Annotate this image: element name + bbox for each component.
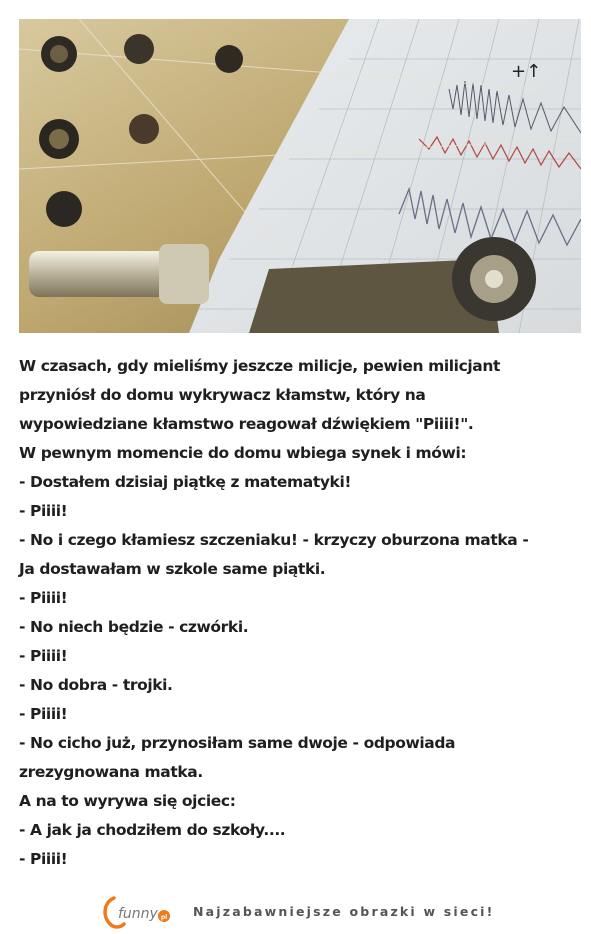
text-line: przyniósł do domu wykrywacz kłamstw, który na [19,386,426,404]
joke-text [19,352,574,874]
text-line: - A jak ja chodziłem do szkoły.... [19,821,286,839]
text-line: W pewnym momencie do domu wbiega synek i mówi: [19,444,467,462]
text-line: A na to wyrywa się ojciec: [19,792,236,810]
text-line: - Piiii! [19,705,68,723]
text-line: - Piiii! [19,589,68,607]
text-line: - No dobra - trojki. [19,676,173,694]
text-line: wypowiedziane kłamstwo reagował dźwiękiem "Piiii!". [19,415,474,433]
text-line: - No niech będzie - czwórki. [19,618,249,636]
text-line: - No cicho już, przynosiłam same dwoje - odpowiada [19,734,456,752]
lie-detector-photo [19,19,581,333]
chart-mark: +↑ [511,61,542,82]
logo-wordmark: funny [118,906,158,922]
site-logo[interactable] [100,894,180,930]
text-line: - No i czego kłamiesz szczeniaku! - krzyczy oburzona matka - [19,531,529,549]
text-line: zrezygnowana matka. [19,763,203,781]
text-line: Ja dostawałam w szkole same piątki. [19,560,326,578]
text-line: W czasach, gdy mieliśmy jeszcze milicje, pewien milicjant [19,357,500,375]
site-tagline: Najzabawniejsze obrazki w sieci! [193,904,495,919]
text-line: - Dostałem dzisiaj piątkę z matematyki! [19,473,352,491]
text-line: - Piiii! [19,647,68,665]
footer [100,892,520,932]
text-line: - Piiii! [19,850,68,868]
text-line: - Piiii! [19,502,68,520]
logo-badge: pl [160,914,168,921]
